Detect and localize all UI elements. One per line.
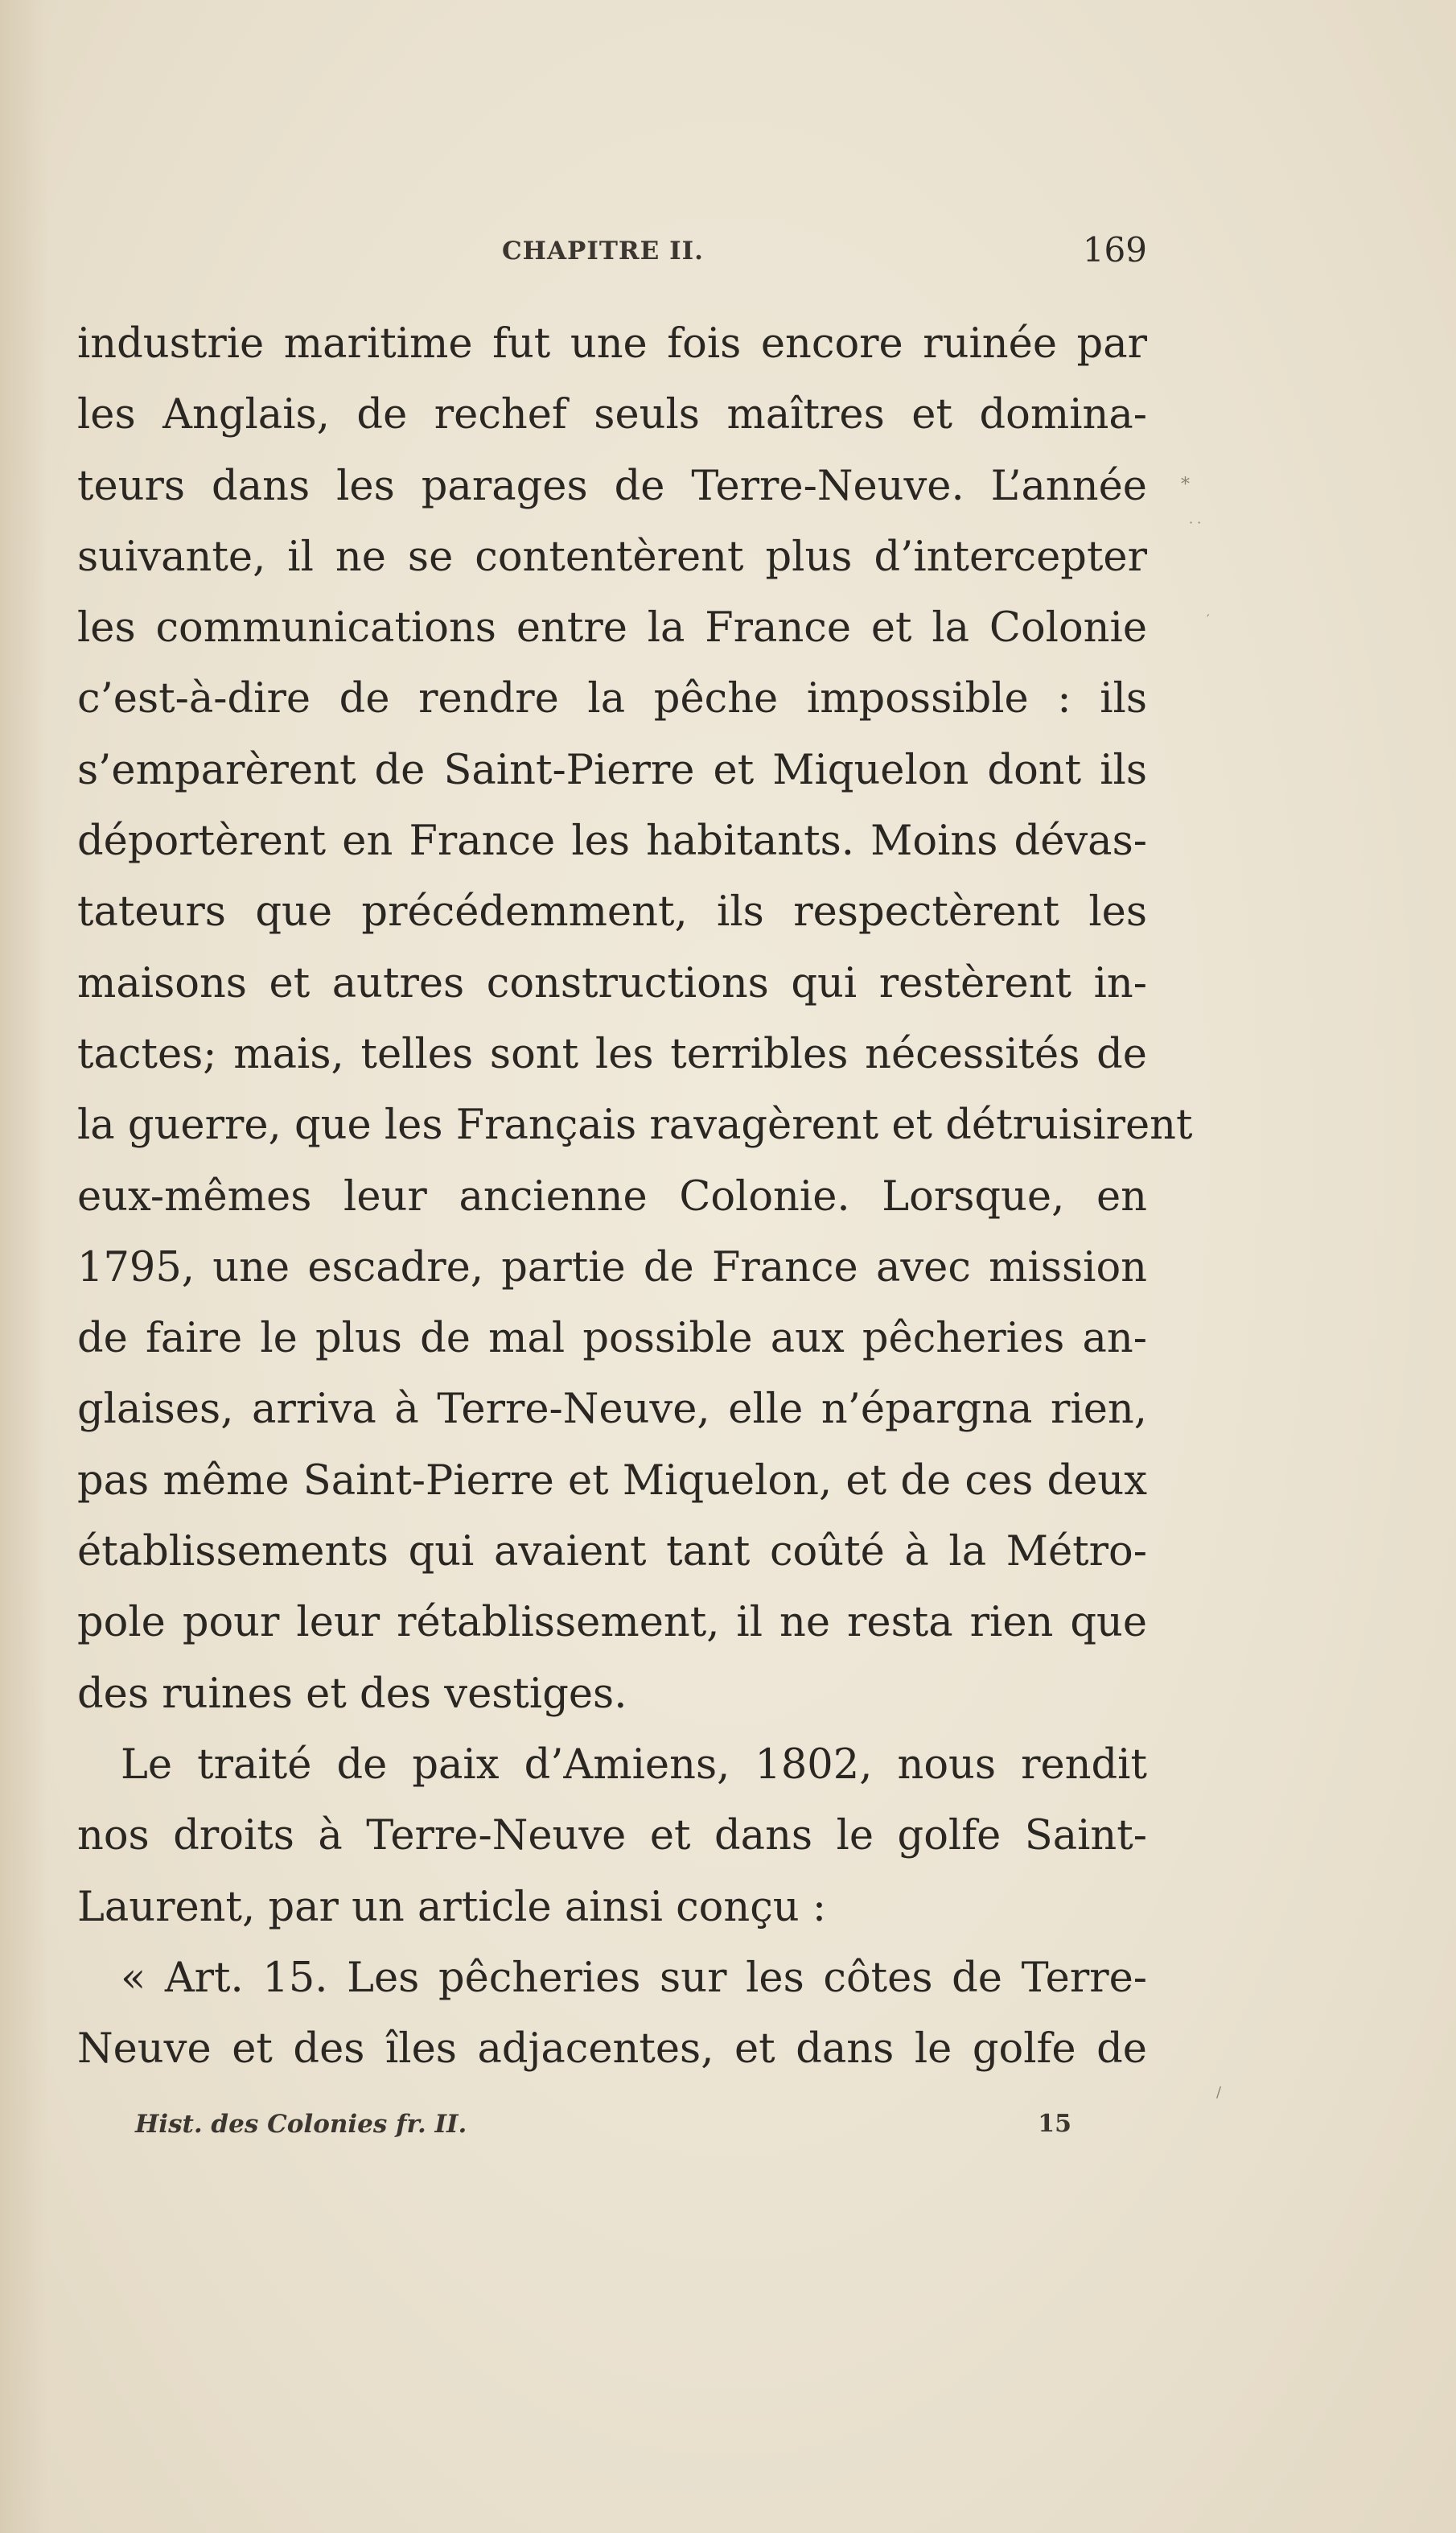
gutter-shadow <box>0 0 48 2533</box>
text-line: nos droits à Terre-Neuve et dans le golfe Saint- <box>77 1812 1147 1860</box>
paragraph-end-line: des ruines et des vestiges. <box>77 1670 627 1718</box>
text-line: Neuve et des îles adjacentes, et dans le golfe de <box>77 2025 1147 2074</box>
paragraph-start-line: Le traité de paix d’Amiens, 1802, nous rendit <box>121 1740 1147 1789</box>
text-line: tateurs que précédemment, ils respectèrent les <box>77 888 1147 937</box>
text-line: déportèrent en France les habitants. Moins dévas- <box>77 818 1147 866</box>
text-line: teurs dans les parages de Terre-Neuve. L’année <box>77 462 1147 510</box>
text-line: pole pour leur rétablissement, il ne resta rien que <box>77 1599 1147 1647</box>
ink-speck: ′ <box>1207 612 1210 627</box>
text-line: 1795, une escadre, partie de France avec mission <box>77 1243 1147 1291</box>
sheet-mark: 15 <box>1038 2110 1071 2138</box>
ink-speck: / <box>1216 2084 1222 2101</box>
ink-speck: * <box>1181 475 1190 495</box>
text-line: les Anglais, de rechef seuls maîtres et domina- <box>77 391 1147 439</box>
text-line: eux-mêmes leur ancienne Colonie. Lorsque, en <box>77 1172 1147 1221</box>
text-line: établissements qui avaient tant coûté à la Métro- <box>77 1528 1147 1576</box>
text-line: s’emparèrent de Saint-Pierre et Miquelon dont ils <box>77 746 1147 794</box>
quotation-start-line: « Art. 15. Les pêcheries sur les côtes de Terre- <box>121 1954 1147 2002</box>
paragraph-end-line: Laurent, par un article ainsi conçu : <box>77 1883 827 1931</box>
printer-signature: Hist. des Colonies fr. II. <box>135 2110 467 2139</box>
text-line: glaises, arriva à Terre-Neuve, elle n’épargna rien, <box>77 1386 1147 1434</box>
page-header <box>77 230 1147 280</box>
page-number: 169 <box>1082 230 1147 270</box>
text-line: la guerre, que les Français ravagèrent et détruisirent <box>77 1102 1193 1150</box>
text-line: de faire le plus de mal possible aux pêcheries an- <box>77 1315 1147 1363</box>
ink-speck: · · <box>1189 515 1202 530</box>
text-line: les communications entre la France et la Colonie <box>77 604 1147 653</box>
text-line: industrie maritime fut une fois encore ruinée par <box>77 320 1147 368</box>
text-line: maisons et autres constructions qui restèrent in- <box>77 959 1147 1007</box>
body-text <box>77 309 1193 2085</box>
text-line: tactes; mais, telles sont les terribles nécessités de <box>77 1030 1147 1078</box>
page-footer <box>135 2110 1071 2150</box>
text-line: suivante, il ne se contentèrent plus d’intercepter <box>77 533 1147 581</box>
text-line: c’est-à-dire de rendre la pêche impossible : ils <box>77 675 1147 723</box>
running-head: CHAPITRE II. <box>502 237 704 266</box>
text-line: pas même Saint-Pierre et Miquelon, et de ces deux <box>77 1456 1147 1505</box>
